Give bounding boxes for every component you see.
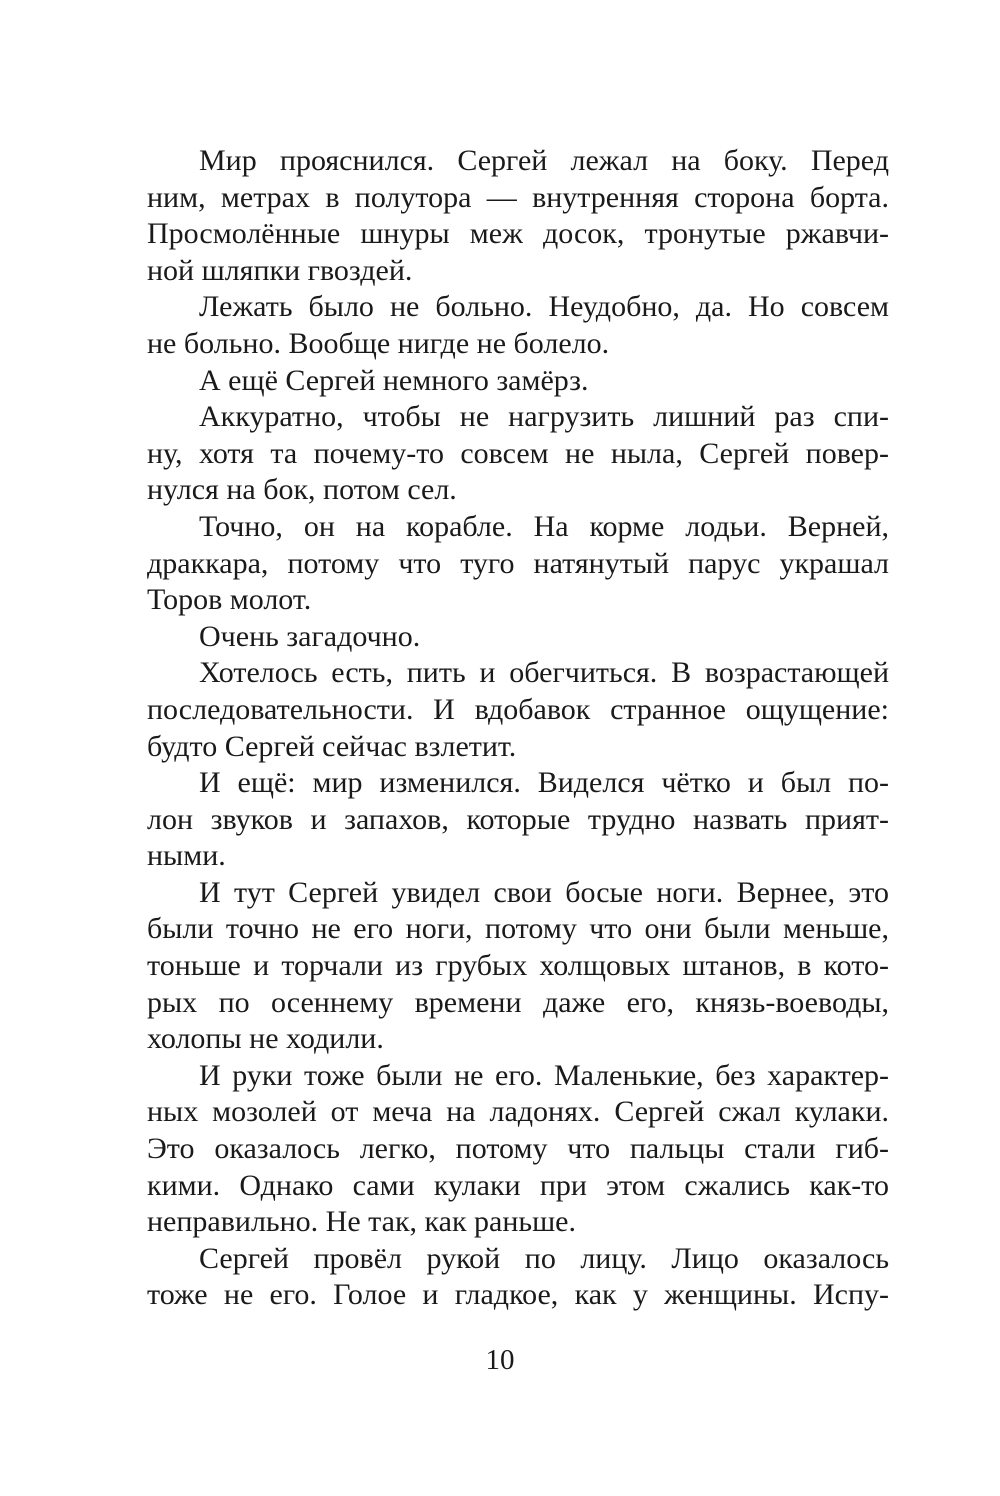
text-line: нулся на бок, потом сел. [147, 473, 457, 507]
paragraph [147, 619, 889, 656]
text-line: будто Сергей сейчас взлетит. [147, 729, 517, 763]
paragraph [147, 509, 889, 619]
text-line: рых по осеннему времени даже его, князь-воеводы, [147, 985, 889, 1019]
body-text [147, 143, 889, 1314]
paragraph [147, 1241, 889, 1314]
text-line: Очень загадочно. [199, 619, 421, 653]
page-number: 10 [485, 1344, 515, 1376]
text-line: А ещё Сергей немного замёрз. [199, 363, 589, 397]
text-line: И тут Сергей увидел свои босые ноги. Вернее, это [199, 875, 889, 909]
text-line: Точно, он на корабле. На корме лодьи. Верней, [199, 509, 889, 543]
text-line: И ещё: мир изменился. Виделся чётко и был по- [199, 766, 889, 800]
text-line: ну, хотя та почему-то совсем не ныла, Сергей повер- [147, 436, 889, 470]
text-line: Торов молот. [147, 583, 312, 617]
text-line: не больно. Вообще нигде не болело. [147, 326, 610, 360]
text-line: неправильно. Не так, как раньше. [147, 1205, 576, 1239]
text-line: лон звуков и запахов, которые трудно назвать прият- [147, 802, 889, 836]
text-line: Мир прояснился. Сергей лежал на боку. Перед [199, 144, 889, 177]
text-line: холопы не ходили. [147, 1022, 384, 1056]
paragraph [147, 363, 889, 400]
text-line: Просмолённые шнуры меж досок, тронутые ржавчи- [147, 217, 889, 251]
text-line: ним, метрах в полутора — внутренняя сторона борта. [147, 180, 889, 214]
text-line: И руки тоже были не его. Маленькие, без характер- [199, 1058, 889, 1092]
paragraph [147, 655, 889, 765]
paragraph [147, 875, 889, 1058]
text-line: тоньше и торчали из грубых холщовых штанов, в кото- [147, 949, 889, 983]
text-line: ными. [147, 839, 226, 873]
paragraph [147, 143, 889, 289]
text-line: драккара, потому что туго натянутый парус украшал [147, 546, 889, 580]
text-line: последовательности. И вдобавок странное ощущение: [147, 692, 889, 726]
paragraph [147, 289, 889, 362]
text-line: Сергей провёл рукой по лицу. Лицо оказалось [199, 1241, 889, 1275]
text-line: Это оказалось легко, потому что пальцы стали гиб- [147, 1132, 889, 1166]
text-line: тоже не его. Голое и гладкое, как у женщины. Испу- [147, 1278, 889, 1312]
text-line: Аккуратно, чтобы не нагрузить лишний раз спи- [199, 400, 889, 434]
text-line: были точно не его ноги, потому что они были меньше, [147, 912, 889, 946]
text-line: кими. Однако сами кулаки при этом сжались как-то [147, 1168, 889, 1202]
paragraph [147, 399, 889, 509]
paragraph [147, 1058, 889, 1241]
text-line: ных мозолей от меча на ладонях. Сергей сжал кулаки. [147, 1095, 889, 1129]
paragraph [147, 765, 889, 875]
text-line: Хотелось есть, пить и обегчиться. В возрастающей [199, 656, 889, 690]
text-line: ной шляпки гвоздей. [147, 253, 413, 287]
text-line: Лежать было не больно. Неудобно, да. Но совсем [199, 290, 889, 324]
